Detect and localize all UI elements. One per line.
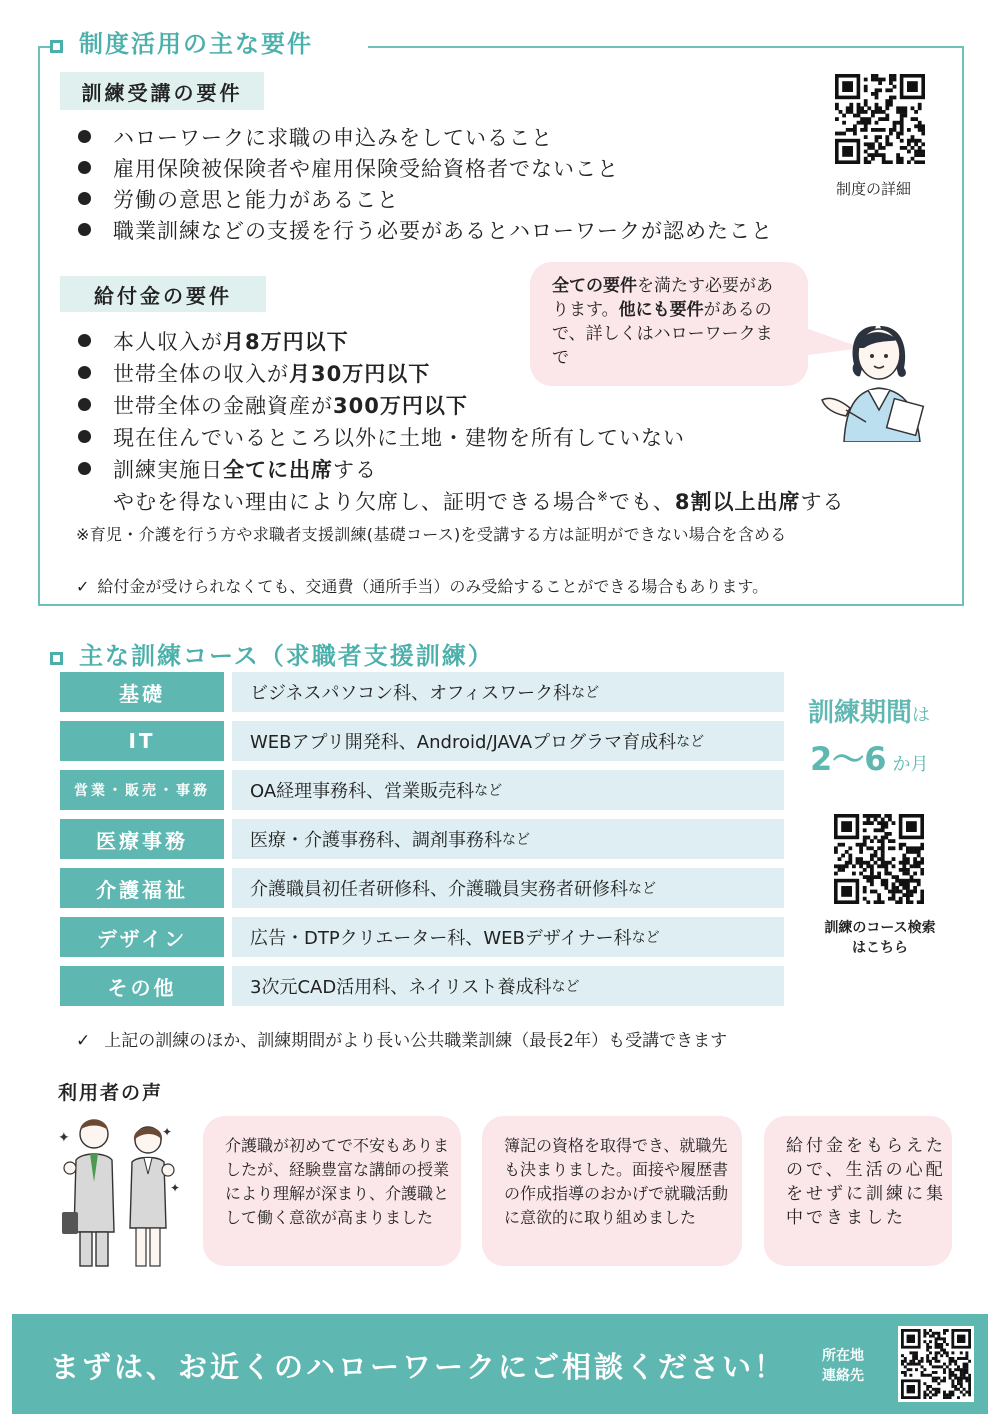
bullet-icon	[78, 161, 91, 174]
list-item: 現在住んでいるところ以外に土地・建物を所有していない	[78, 422, 685, 454]
course-label: その他	[60, 966, 224, 1006]
svg-text:✦: ✦	[170, 1181, 181, 1195]
users-illustration	[50, 1112, 190, 1272]
footer-cta: まずは、お近くのハローワークにご相談ください！	[50, 1350, 787, 1384]
voices-title: 利用者の声	[58, 1082, 164, 1104]
check-note-courses: ✓ 上記の訓練のほか、訓練期間がより長い公共職業訓練（最長2年）も受講できます	[76, 1031, 728, 1051]
list-item: ハローワークに求職の申込みをしていること	[78, 122, 773, 153]
section1-title: 制度活用の主な要件	[50, 24, 313, 59]
check-icon: ✓	[76, 1031, 91, 1051]
course-description: 広告・DTPクリエーター科、WEBデザイナー科 など	[232, 917, 784, 957]
bullet-icon	[78, 430, 91, 443]
frame-corner	[38, 46, 50, 48]
voice-card: 簿記の資格を取得でき、就職先も決まりました。面接や履歴書の作成指導のおかげで就職活動に意欲的に取り組めました	[482, 1116, 742, 1266]
bullet-icon	[78, 366, 91, 379]
check-note-benefit: ✓ 給付金が受けられなくても、交通費（通所手当）のみ受給することができる場合もあります。	[76, 577, 769, 596]
qr-code-icon[interactable]	[898, 1326, 974, 1402]
bullet-icon	[78, 223, 91, 236]
list-item: 本人収入が月8万円以下	[78, 326, 685, 358]
bullet-icon	[78, 192, 91, 205]
qr-code-graphic	[834, 814, 924, 904]
staff-woman-illustration	[820, 318, 944, 442]
qr-code-graphic	[901, 1329, 971, 1399]
square-icon	[50, 652, 63, 665]
check-icon: ✓	[76, 577, 90, 596]
bubble-text: 全ての要件を満たす必要があります。他にも要件があるので、詳しくはハローワークまで	[552, 276, 773, 368]
course-label: 営業・販売・事務	[60, 770, 224, 810]
section2-title: 主な訓練コース（求職者支援訓練）	[50, 636, 494, 671]
bullet-icon	[78, 398, 91, 411]
qr-code-icon[interactable]	[834, 814, 924, 904]
list-item: 雇用保険被保険者や雇用保険受給資格者でないこと	[78, 153, 773, 184]
training-period-value: 2～6 か月	[810, 740, 929, 778]
list-item: 世帯全体の金融資産が300万円以下	[78, 390, 685, 422]
course-description: ビジネスパソコン科、オフィスワーク科 など	[232, 672, 784, 712]
svg-text:✦: ✦	[58, 1130, 70, 1146]
training-period: 訓練期間は	[808, 698, 931, 728]
attendance-line: やむを得ない理由により欠席し、証明できる場合※でも、8割以上出席する	[113, 490, 845, 514]
qr-code-icon[interactable]	[835, 74, 925, 164]
footer-labels: 所在地 連絡先	[822, 1348, 864, 1384]
list-item: 職業訓練などの支援を行う必要があるとハローワークが認めたこと	[78, 215, 773, 246]
course-description: 医療・介護事務科、調剤事務科 など	[232, 819, 784, 859]
qr-code-graphic	[835, 74, 925, 164]
list-item: 労働の意思と能力があること	[78, 184, 773, 215]
qr-caption-details: 制度の詳細	[836, 180, 912, 198]
qr-caption-course: 訓練のコース検索 はこちら	[824, 920, 936, 956]
voice-card: 給付金をもらえたので、生活の心配をせずに訓練に集中できました	[764, 1116, 952, 1266]
svg-text:✦: ✦	[162, 1125, 173, 1139]
course-description: WEBアプリ開発科、Android/JAVAプログラマ育成科 など	[232, 721, 784, 761]
course-description: 3次元CAD活用科、ネイリスト養成科 など	[232, 966, 784, 1006]
list-item: 訓練実施日全てに出席する	[78, 454, 685, 486]
course-label: デザイン	[60, 917, 224, 957]
training-requirements-tag: 訓練受講の要件	[60, 72, 264, 110]
bullet-icon	[78, 334, 91, 347]
course-label: 介護福祉	[60, 868, 224, 908]
bullet-icon	[78, 130, 91, 143]
course-description: OA経理事務科、営業販売科 など	[232, 770, 784, 810]
course-label: 基礎	[60, 672, 224, 712]
list-item: 世帯全体の収入が月30万円以下	[78, 358, 685, 390]
course-description: 介護職員初任者研修科、介護職員実務者研修科 など	[232, 868, 784, 908]
training-requirements-list	[78, 122, 773, 246]
benefit-requirements-list	[78, 326, 685, 486]
voice-card: 介護職が初めてで不安もありましたが、経験豊富な講師の授業により理解が深まり、介護職として働く意欲が高まりました	[203, 1116, 461, 1266]
course-label: IT	[60, 721, 224, 761]
course-label: 医療事務	[60, 819, 224, 859]
footnote: ※育児・介護を行う方や求職者支援訓練(基礎コース)を受講する方は証明ができない場合を含める	[76, 525, 787, 544]
benefit-requirements-tag: 給付金の要件	[60, 276, 266, 312]
bullet-icon	[78, 462, 91, 475]
